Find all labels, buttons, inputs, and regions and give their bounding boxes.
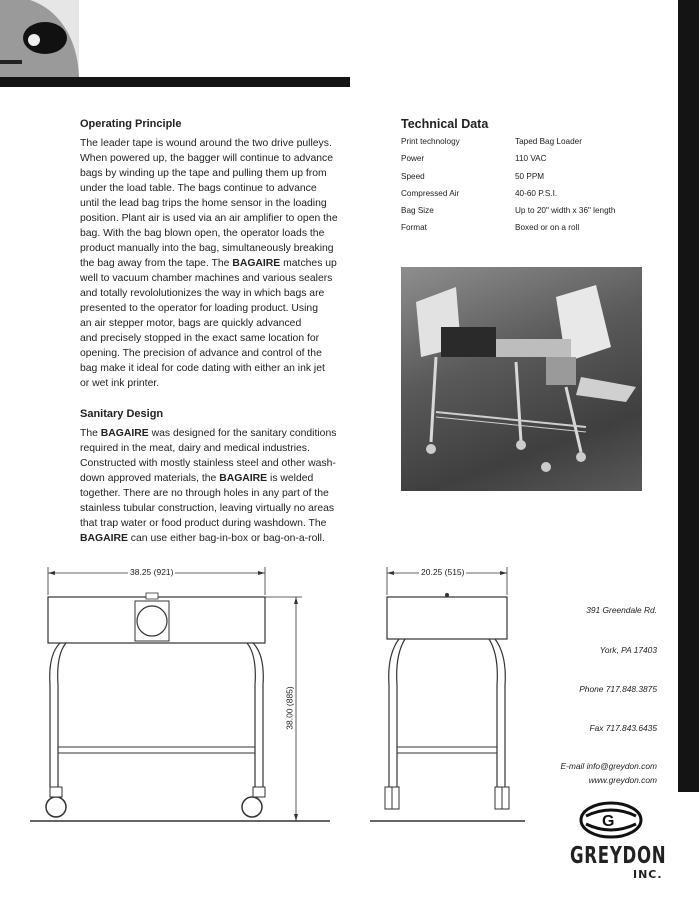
sd-line: that trap water or food product during washdown. The (80, 518, 327, 529)
spec-label: Compressed Air (401, 188, 460, 198)
table-row (401, 185, 671, 202)
spec-value: Taped Bag Loader (515, 137, 582, 146)
op-line: bag make it ideal for code dating with either an ink jet (80, 363, 325, 374)
address-street: 391 Greendale Rd. (586, 605, 657, 615)
spec-label: Bag Size (401, 206, 434, 216)
sd-text: is welded (267, 473, 314, 484)
sd-line: required in the meat, dairy and medical industries. (80, 443, 310, 454)
bagaire-brand: BAGAIRE (100, 428, 149, 439)
email-link[interactable]: E-mail info@greydon.com (560, 761, 657, 771)
spec-value: Up to 20" width x 36" length (515, 206, 616, 216)
company-logo-text: GREYDON (570, 843, 667, 869)
company-logo-suffix: INC. (633, 868, 663, 881)
svg-text:G: G (602, 813, 615, 830)
op-line: presented to the operator for loading product. Using (80, 303, 318, 314)
op-line: well to vacuum chamber machines and various sealers (80, 273, 333, 284)
sd-line (80, 531, 355, 546)
greydon-globe-icon (578, 800, 644, 840)
op-line: product manually into the bag, simultaneously breaking (80, 243, 334, 254)
side-bar (678, 0, 699, 792)
op-line: an air stepper motor, bags are quickly advanced (80, 318, 302, 329)
operating-principle-section (80, 118, 181, 130)
technical-data-table (401, 133, 671, 237)
spec-label: Speed (401, 171, 425, 181)
table-row (401, 202, 671, 219)
op-line: bag. With the bag blown open, the operator loads the (80, 228, 325, 239)
spec-value: Boxed or on a roll (515, 223, 580, 233)
table-row (401, 219, 671, 236)
spec-label: Power (401, 154, 425, 164)
op-line: opening. The precision of advance and control of the (80, 348, 322, 359)
side-elevation-drawing (365, 555, 530, 830)
op-line: under the load table. The bags continue to advance (80, 183, 317, 194)
header-photo (0, 0, 79, 77)
sd-text: The (80, 428, 101, 439)
spec-label: Print technology (401, 137, 460, 146)
product-photo (401, 267, 642, 491)
website-link[interactable]: www.greydon.com (588, 775, 657, 785)
front-width-label: 38.25 (921) (130, 567, 174, 577)
op-line: position. Plant air is used via an air amplifier to open the (80, 213, 338, 224)
table-row (401, 168, 671, 185)
table-row (401, 133, 671, 150)
spec-value: 50 PPM (515, 171, 545, 181)
phone-number: Phone 717.848.3875 (579, 684, 657, 694)
header-bar (0, 77, 350, 87)
op-text: the bag away from the tape. The (80, 258, 233, 269)
address-city: York, PA 17403 (599, 645, 657, 655)
bagaire-brand: BAGAIRE (232, 258, 281, 269)
sd-line: together. There are no through holes in any part of the (80, 488, 329, 499)
spec-value: 110 VAC (515, 154, 547, 164)
side-width-label: 20.25 (515) (421, 567, 465, 577)
sd-line (80, 426, 355, 441)
spec-label: Format (401, 223, 427, 233)
op-line: bags by winding up the tape and pulling them up from (80, 168, 327, 179)
spec-value: 40-60 P.S.I. (515, 188, 558, 198)
bagaire-brand: BAGAIRE (80, 533, 128, 544)
height-label: 38.00 (885) (284, 686, 295, 730)
op-text: matches up (280, 258, 337, 269)
sd-text: can use either bag-in-box or bag-on-a-roll. (127, 533, 325, 544)
op-line (80, 256, 355, 271)
sd-text: down approved materials, the (80, 473, 220, 484)
technical-data-title: Technical Data (401, 117, 489, 131)
op-line: and totally revololutionizes the way in which bags are (80, 288, 325, 299)
op-line: and precisely stopped in the exact same location for (80, 333, 320, 344)
op-line: or wet ink printer. (80, 378, 160, 389)
sd-text: was designed for the sanitary conditions (148, 428, 337, 439)
sd-line (80, 471, 355, 486)
operating-principle-body (80, 136, 355, 391)
camera-light-graphic (0, 0, 79, 77)
sanitary-design-heading: Sanitary Design (80, 408, 164, 420)
sd-line: Constructed with mostly stainless steel and other wash- (80, 458, 336, 469)
table-row (401, 150, 671, 167)
sanitary-design-body (80, 426, 355, 546)
op-line: When powered up, the bagger will continue to advance (80, 153, 334, 164)
sanitary-design-section (80, 408, 163, 420)
sd-line: stainless tubular construction, leaving virtually no areas (80, 503, 335, 514)
operating-principle-heading: Operating Principle (80, 118, 182, 130)
bagaire-brand: BAGAIRE (219, 473, 268, 484)
bagaire-machine-graphic (401, 267, 642, 491)
fax-number: Fax 717.843.6435 (589, 723, 657, 733)
op-line: The leader tape is wound around the two drive pulleys. (80, 138, 332, 149)
op-line: until the lead bag trips the home sensor in the loading (80, 198, 327, 209)
